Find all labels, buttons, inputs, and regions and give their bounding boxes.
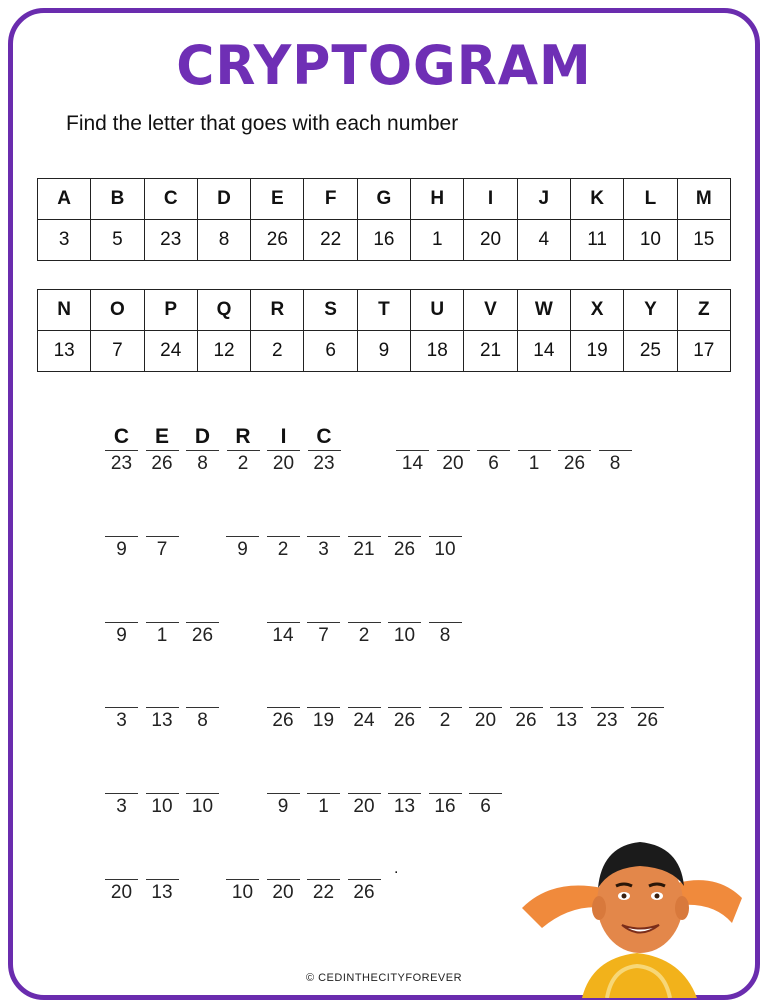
cipher-number: 8 [197,453,208,474]
blank-underline [437,450,470,451]
key-letter-w: W [517,290,570,331]
blank-underline [388,793,421,794]
key-letter-y: Y [624,290,677,331]
answer-letter [226,510,259,536]
letter-blank[interactable] [518,424,551,475]
blank-underline [388,707,421,708]
cipher-number: 2 [237,453,249,474]
cipher-number: 26 [563,453,586,474]
cipher-number: 3 [116,710,127,731]
blank-underline [146,793,179,794]
answer-letter [267,681,300,707]
key-letter-s: S [304,290,357,331]
cipher-number: 20 [474,710,497,731]
answer-letter [388,767,421,793]
key-letter-b: B [91,179,144,220]
blank-underline [105,450,138,451]
cipher-number: 7 [318,625,329,646]
puzzle-line [105,424,639,475]
answer-letter [267,853,300,879]
cipher-number: 16 [434,796,456,817]
key-letter-n: N [38,290,91,331]
letter-blank[interactable] [267,596,300,647]
letter-blank[interactable] [186,681,219,732]
letter-blank[interactable] [146,681,179,732]
answer-letter [591,681,624,707]
answer-letter [307,681,340,707]
answer-letter [348,767,381,793]
cipher-number: 9 [116,625,127,646]
answer-letter [186,681,219,707]
key-letter-f: F [304,179,357,220]
answer-letter [267,510,300,536]
cipher-number: 1 [528,453,540,474]
cipher-number: 1 [156,625,168,646]
blank-underline [267,536,300,537]
cipher-number: 10 [393,625,416,646]
cipher-number: 20 [272,882,294,903]
letter-blank[interactable] [388,681,421,732]
letter-blank[interactable] [146,596,179,647]
answer-letter [348,681,381,707]
key-letter-c: C [144,179,197,220]
answer-letter [307,767,340,793]
answer-letter: C [316,425,332,448]
blank-underline [477,450,510,451]
answer-letter [348,596,381,622]
key-number: 8 [197,220,250,261]
blank-underline [146,879,179,880]
answer-letter [267,767,300,793]
letter-blank[interactable] [105,424,138,475]
cipher-number: 23 [596,710,618,731]
blank-underline [146,450,179,451]
cipher-number: 20 [353,796,375,817]
answer-letter [477,424,510,450]
key-letter-i: I [464,179,517,220]
letter-blank[interactable] [558,424,591,475]
blank-underline [510,707,543,708]
cipher-number: 26 [393,710,416,731]
cipher-number: 2 [439,710,451,731]
cipher-number: 8 [197,710,208,731]
answer-letter [518,424,551,450]
answer-letter [226,853,259,879]
answer-letter [146,767,179,793]
letter-blank[interactable] [307,681,340,732]
letter-blank[interactable] [348,767,381,818]
key-letter-u: U [411,290,464,331]
key-number: 21 [464,331,517,372]
key-number: 15 [677,220,730,261]
key-letter-k: K [570,179,623,220]
cipher-number: 9 [116,539,127,560]
answer-letter [146,510,179,536]
cipher-key-table-n-z [37,289,731,372]
blank-underline [186,707,219,708]
answer-letter [146,853,179,879]
cipher-number: 10 [151,796,173,817]
answer-letter [307,596,340,622]
blank-underline [146,707,179,708]
cipher-number: 22 [312,882,335,903]
answer-letter [105,767,138,793]
cipher-number: 3 [116,796,127,817]
letter-blank[interactable] [105,767,138,818]
key-letter-g: G [357,179,410,220]
letter-blank[interactable] [388,510,421,561]
letter-blank[interactable] [631,681,664,732]
cipher-number: 6 [488,453,499,474]
answer-letter [388,681,421,707]
blank-underline [227,450,260,451]
answer-letter [429,510,462,536]
cipher-number: 9 [237,539,248,560]
cipher-number: 19 [312,710,335,731]
letter-blank[interactable] [186,596,219,647]
answer-letter [437,424,470,450]
answer-letter: I [280,425,287,448]
cipher-number: 7 [156,539,168,560]
cipher-number: 14 [401,453,424,474]
blank-underline [105,622,138,623]
cipher-number: 8 [609,453,621,474]
blank-underline [307,793,340,794]
key-number: 14 [517,331,570,372]
key-number: 2 [251,331,304,372]
blank-underline [429,793,462,794]
puzzle-line [105,853,398,904]
answer-letter: C [113,425,130,448]
cipher-number: 26 [636,710,659,731]
key-letter-o: O [91,290,144,331]
blank-underline [591,707,624,708]
key-number: 26 [251,220,304,261]
key-letter-t: T [357,290,410,331]
answer-letter [510,681,543,707]
key-letter-a: A [38,179,91,220]
answer-letter [267,596,300,622]
copyright-text: © CEDINTHECITYFOREVER [305,972,463,984]
key-number: 9 [357,331,410,372]
blank-underline [348,793,381,794]
cipher-number: 20 [442,453,464,474]
answer-letter [307,853,340,879]
cipher-number: 10 [434,539,456,560]
letter-blank[interactable] [146,767,179,818]
key-letter-e: E [251,179,304,220]
letter-blank[interactable] [437,424,470,475]
letter-blank[interactable] [599,424,632,475]
blank-underline [558,450,591,451]
letter-blank[interactable] [186,424,219,475]
blank-underline [267,450,300,451]
key-letter-x: X [570,290,623,331]
letter-blank[interactable] [348,853,381,904]
blank-underline [267,879,300,880]
letter-blank[interactable] [308,424,341,475]
cipher-number: 10 [191,796,214,817]
answer-letter [105,853,138,879]
key-number: 24 [144,331,197,372]
puzzle-line [105,767,510,818]
cipher-number: 21 [353,539,375,560]
blank-underline [186,450,219,451]
letter-blank[interactable] [267,767,300,818]
key-number: 18 [411,331,464,372]
letter-blank[interactable] [227,424,260,475]
key-letter-d: D [197,179,250,220]
answer-letter [558,424,591,450]
answer-letter [307,510,340,536]
blank-underline [469,793,502,794]
key-letter-v: V [464,290,517,331]
blank-underline [186,793,219,794]
cipher-number: 26 [151,453,173,474]
letter-blank[interactable] [105,681,138,732]
letter-blank[interactable] [226,853,259,904]
blank-underline [307,622,340,623]
answer-letter [429,596,462,622]
letter-blank[interactable] [146,510,179,561]
blank-underline [146,536,179,537]
answer-letter [348,853,381,879]
answer-letter [186,767,219,793]
answer-letter [469,767,502,793]
cipher-number: 20 [110,882,133,903]
cipher-number: 8 [439,625,451,646]
cipher-number: 23 [313,453,335,474]
answer-letter [469,681,502,707]
letter-blank[interactable] [267,510,300,561]
key-letter-z: Z [677,290,730,331]
key-number: 17 [677,331,730,372]
key-number: 20 [464,220,517,261]
blank-underline [518,450,551,451]
blank-underline [388,536,421,537]
cipher-number: 6 [480,796,491,817]
cipher-number: 23 [110,453,133,474]
cipher-number: 20 [272,453,295,474]
blank-underline [226,879,259,880]
cipher-number: 26 [515,710,537,731]
letter-blank[interactable] [429,510,462,561]
letter-blank[interactable] [469,681,502,732]
key-number: 11 [570,220,623,261]
cipher-number: 13 [151,710,173,731]
key-number: 4 [517,220,570,261]
letter-blank[interactable] [307,767,340,818]
key-number: 25 [624,331,677,372]
puzzle-line [105,510,469,561]
answer-letter [429,767,462,793]
blank-underline [631,707,664,708]
letter-blank[interactable] [348,681,381,732]
blank-underline [146,622,179,623]
blank-underline [396,450,429,451]
cipher-number: 13 [555,710,578,731]
key-letter-q: Q [197,290,250,331]
blank-underline [429,622,462,623]
letter-blank[interactable] [267,853,300,904]
blank-underline [599,450,632,451]
letter-blank[interactable] [267,424,300,475]
blank-underline [105,536,138,537]
blank-underline [388,622,421,623]
cipher-number: 13 [393,796,416,817]
answer-letter [105,510,138,536]
puzzle-line [105,681,672,732]
letter-blank[interactable] [226,510,259,561]
letter-blank[interactable] [105,853,138,904]
key-number: 22 [304,220,357,261]
key-letter-j: J [517,179,570,220]
cipher-key-table-a-m [37,178,731,261]
key-number: 3 [38,220,91,261]
page-title: CRYPTOGRAM [176,34,592,98]
letter-blank[interactable] [469,767,502,818]
answer-letter [396,424,429,450]
cipher-number: 1 [318,796,329,817]
letter-blank[interactable] [429,767,462,818]
letter-blank[interactable] [591,681,624,732]
letter-blank[interactable] [146,424,179,475]
cipher-number: 3 [318,539,329,560]
blank-underline [308,450,341,451]
cipher-number: 26 [353,882,375,903]
instructions: Find the letter that goes with each number [66,112,459,135]
cipher-number: 26 [191,625,214,646]
blank-underline [105,707,138,708]
key-number: 16 [357,220,410,261]
blank-underline [267,622,300,623]
key-number: 5 [91,220,144,261]
cipher-number: 26 [272,710,294,731]
cipher-number: 26 [393,539,416,560]
key-letter-r: R [251,290,304,331]
cipher-number: 14 [272,625,294,646]
key-number: 7 [91,331,144,372]
answer-letter [550,681,583,707]
blank-underline [307,536,340,537]
cipher-number: 24 [353,710,375,731]
letter-blank[interactable] [186,767,219,818]
letter-blank[interactable] [146,853,179,904]
blank-underline [267,793,300,794]
blank-underline [267,707,300,708]
letter-blank[interactable] [388,767,421,818]
letter-blank[interactable] [388,596,421,647]
answer-letter [429,681,462,707]
blank-underline [469,707,502,708]
letter-blank[interactable] [477,424,510,475]
letter-blank[interactable] [550,681,583,732]
key-letter-m: M [677,179,730,220]
key-number: 13 [38,331,91,372]
answer-letter [146,681,179,707]
letter-blank[interactable] [105,510,138,561]
letter-blank[interactable] [396,424,429,475]
answer-letter [631,681,664,707]
cipher-number: 2 [277,539,289,560]
key-number: 23 [144,220,197,261]
letter-blank[interactable] [429,681,462,732]
key-letter-l: L [624,179,677,220]
blank-underline [348,707,381,708]
answer-letter [105,681,138,707]
cipher-number: 2 [358,625,370,646]
blank-underline [307,879,340,880]
letter-blank[interactable] [307,596,340,647]
letter-blank[interactable] [307,853,340,904]
answer-letter [186,596,219,622]
cipher-number: 9 [277,796,289,817]
letter-blank[interactable] [510,681,543,732]
sentence-period: . [394,860,399,877]
cipher-number: 13 [151,882,173,903]
blank-underline [186,622,219,623]
answer-letter [388,510,421,536]
answer-letter: R [235,425,251,448]
blank-underline [307,707,340,708]
blank-underline [429,536,462,537]
key-number: 12 [197,331,250,372]
puzzle-line [105,596,469,647]
blank-underline [550,707,583,708]
key-letter-h: H [411,179,464,220]
blank-underline [105,793,138,794]
letter-blank[interactable] [348,510,381,561]
letter-blank[interactable] [267,681,300,732]
letter-blank[interactable] [307,510,340,561]
letter-blank[interactable] [105,596,138,647]
answer-letter [105,596,138,622]
answer-letter: E [154,425,169,448]
answer-letter [599,424,632,450]
key-number: 1 [411,220,464,261]
blank-underline [429,707,462,708]
answer-letter [388,596,421,622]
blank-underline [348,879,381,880]
answer-letter [348,510,381,536]
letter-blank[interactable] [429,596,462,647]
cipher-number: 10 [231,882,254,903]
key-number: 19 [570,331,623,372]
key-number: 6 [304,331,357,372]
blank-underline [348,622,381,623]
blank-underline [226,536,259,537]
blank-underline [348,536,381,537]
key-letter-p: P [144,290,197,331]
blank-underline [105,879,138,880]
key-number: 10 [624,220,677,261]
answer-letter [146,596,179,622]
letter-blank[interactable] [348,596,381,647]
answer-letter: D [194,425,211,448]
